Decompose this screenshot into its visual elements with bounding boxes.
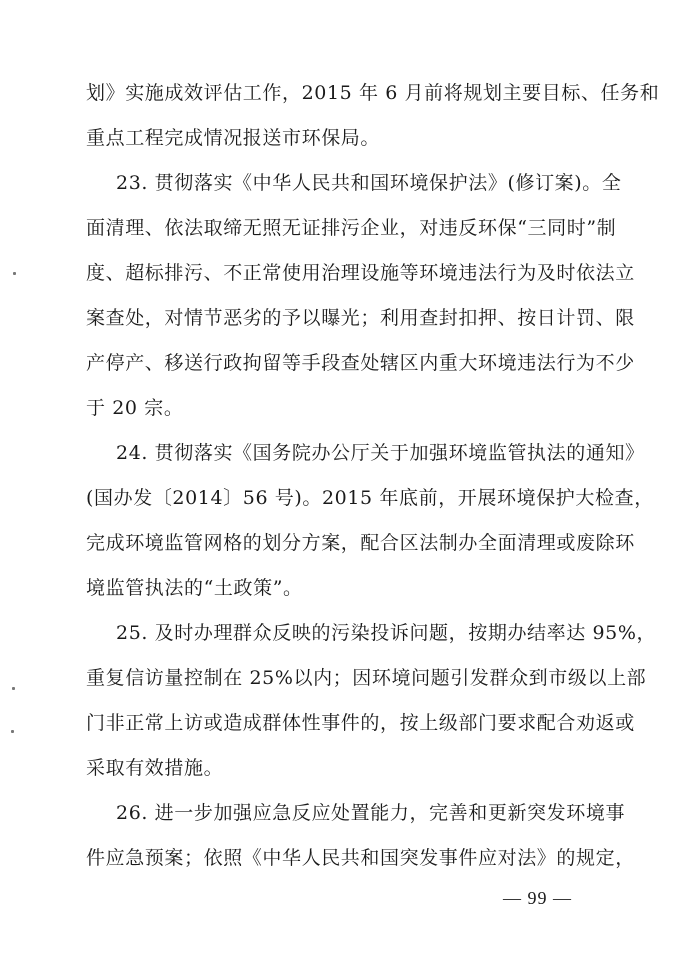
text-line: 件应急预案；依照《中华人民共和国突发事件应对法》的规定， xyxy=(86,847,635,869)
text-line: 于 20 宗。 xyxy=(86,397,184,419)
text-line: 24. 贯彻落实《国务院办公厅关于加强环境监管执法的通知》 xyxy=(116,442,645,464)
text-line: 25. 及时办理群众反映的污染投诉问题，按期办结率达 95%， xyxy=(116,622,657,644)
text-line: 境监管执法的“土政策”。 xyxy=(86,577,303,599)
text-line: 面清理、依法取缔无照无证排污企业，对违反环保“三同时”制 xyxy=(86,217,617,239)
margin-mark xyxy=(12,687,15,690)
text-line: 重复信访量控制在 25%以内；因环境问题引发群众到市级以上部 xyxy=(86,667,647,689)
text-line: 门非正常上访或造成群体性事件的，按上级部门要求配合劝返或 xyxy=(86,712,635,734)
text-line: 划》实施成效评估工作，2015 年 6 月前将规划主要目标、任务和 xyxy=(86,82,660,104)
text-line: 采取有效措施。 xyxy=(86,757,224,779)
page-number: — 99 — xyxy=(503,888,572,908)
margin-mark xyxy=(13,272,16,275)
text-line: 度、超标排污、不正常使用治理设施等环境违法行为及时依法立 xyxy=(86,262,635,284)
text-line: (国办发〔2014〕56 号)。2015 年底前，开展环境保护大检查， xyxy=(86,487,654,509)
text-line: 重点工程完成情况报送市环保局。 xyxy=(86,127,381,149)
text-line: 产停产、移送行政拘留等手段查处辖区内重大环境违法行为不少 xyxy=(86,352,635,374)
text-line: 案查处，对情节恶劣的予以曝光；利用查封扣押、按日计罚、限 xyxy=(86,307,635,329)
margin-mark xyxy=(11,730,14,733)
text-line: 26. 进一步加强应急反应处置能力，完善和更新突发环境事 xyxy=(116,802,626,824)
text-line: 完成环境监管网格的划分方案，配合区法制办全面清理或废除环 xyxy=(86,532,635,554)
text-line: 23. 贯彻落实《中华人民共和国环境保护法》(修订案)。全 xyxy=(116,172,622,194)
